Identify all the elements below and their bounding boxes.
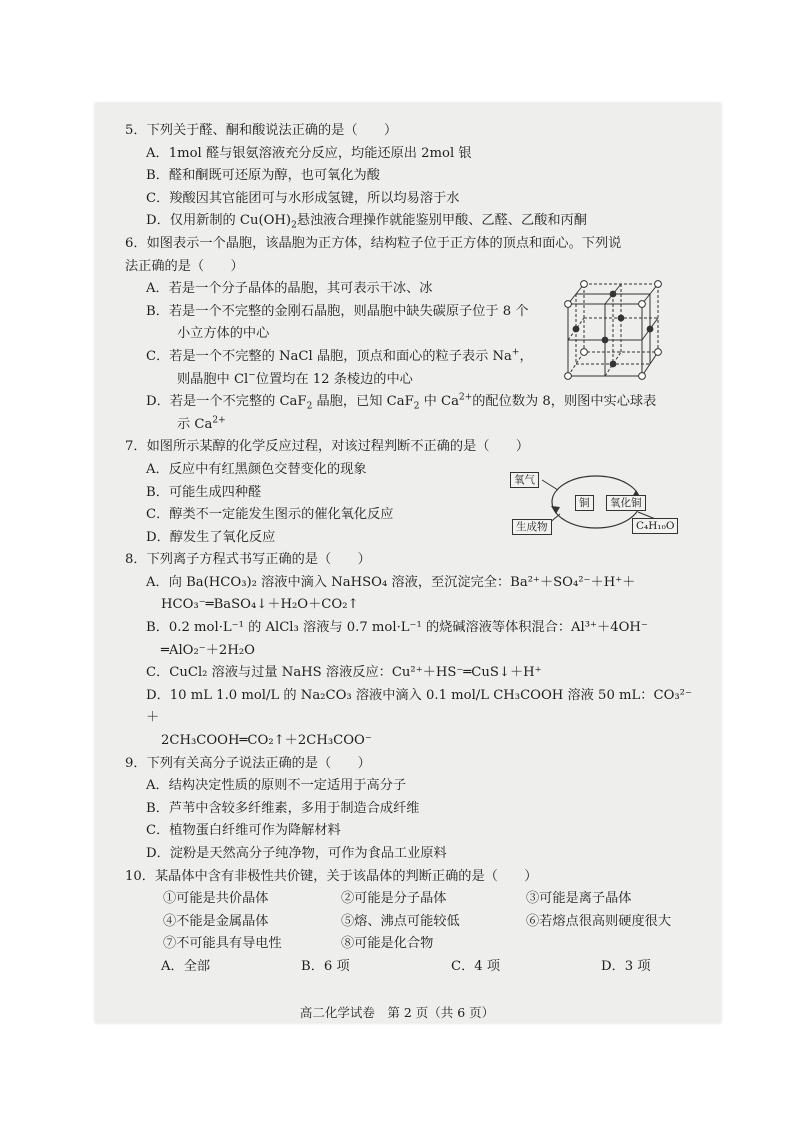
option-c: C．若是一个不完整的 NaCl 晶胞，顶点和面心的粒子表示 Na+， (146, 347, 533, 364)
option-c-cont: 则晶胞中 Cl−位置均在 12 条棱边的中心 (177, 370, 413, 387)
statement-item: ④不能是金属晶体 (163, 913, 269, 929)
page-footer: 高二化学试卷 第 2 页（共 6 页） (299, 1005, 495, 1020)
option-d: D．仅用新制的 $Cu(OH)_2$悬浊液合理操作就能鉴别甲酸、乙醛、乙酸和丙酮 (146, 213, 587, 232)
option-c: C．植物蛋白纤维可作为降解材料 (146, 823, 341, 839)
question-5 (125, 120, 705, 233)
question-9 (125, 753, 705, 866)
question-stem: 10．某晶体中含有非极性共价键，关于该晶体的判断正确的是（ ） (125, 868, 538, 884)
option-c: C．4 项 (451, 958, 501, 974)
statement-item: ⑤熔、沸点可能较低 (341, 913, 460, 929)
option-b: B．可能生成四种醛 (146, 484, 262, 500)
product-label: 生成物 (512, 519, 552, 535)
alcohol-formula-label: C₄H₁₀O (632, 518, 678, 534)
question-stem: 7．如图所示某醇的化学反应过程，对该过程判断不正确的是（ ） (125, 439, 530, 455)
option-b: B．6 项 (301, 958, 350, 974)
option-b: B．醛和酮既可还原为醇，也可氧化为酸 (146, 168, 380, 184)
option-b: B．0.2 mol·L⁻¹ 的 AlCl₃ 溶液与 0.7 mol·L⁻¹ 的烧碱溶液等体积混合：Al³⁺＋4OH⁻ (146, 620, 648, 636)
statement-item: ⑧可能是化合物 (341, 936, 434, 952)
option-a: A．向 Ba(HCO₃)₂ 溶液中滴入 NaHSO₄ 溶液，至沉淀完全：Ba²⁺＋SO₄²⁻＋H⁺＋ (146, 574, 636, 590)
unit-cell-figure (562, 280, 666, 384)
option-b-cont: 小立方体的中心 (177, 326, 270, 342)
option-d: D．10 mL 1.0 mol/L 的 Na₂CO₃ 溶液中滴入 0.1 mol/L CH₃COOH 溶液 50 mL：CO₃²⁻ ＋ (146, 687, 692, 726)
option-d: D．3 项 (601, 958, 651, 974)
copper-label: 铜 (575, 495, 594, 511)
option-a: A．反应中有红黑颜色交替变化的现象 (146, 461, 367, 477)
option-b: B．若是一个不完整的金刚石晶胞，则晶胞中缺失碳原子位于 8 个 (146, 303, 529, 319)
option-c: C．羧酸因其官能团可与水形成氢键，所以均易溶于水 (146, 190, 460, 206)
question-stem: 9．下列有关高分子说法正确的是（ ） (125, 755, 371, 771)
statement-item: ①可能是共价晶体 (163, 891, 269, 907)
option-d-cont: 示 $Ca^{2+}$ (177, 415, 226, 432)
question-stem: 5．下列关于醛、酮和酸说法正确的是（ ） (125, 123, 398, 138)
option-d-cont: 2CH₃COOH═CO₂↑＋2CH₃COO⁻ (161, 733, 372, 749)
option-a-cont: HCO₃⁻═BaSO₄↓＋H₂O＋CO₂↑ (161, 597, 359, 613)
question-8 (125, 549, 705, 752)
question-stem: 8．下列离子方程式书写正确的是（ ） (125, 552, 371, 568)
statement-item: ②可能是分子晶体 (341, 891, 447, 907)
answer-choices (125, 956, 705, 979)
question-10 (125, 866, 705, 979)
option-d: D．醇发生了氧化反应 (146, 529, 276, 545)
option-d: D．淀粉是天然高分子纯净物，可作为食品工业原料 (146, 846, 447, 861)
option-c: C．醇类不一定能发生图示的催化氧化反应 (146, 507, 394, 523)
statement-list (125, 888, 705, 956)
option-a: A．全部 (161, 958, 211, 974)
option-b: B．芦苇中含较多纤维素，多用于制造合成纤维 (146, 800, 420, 816)
oxygen-label: 氧气 (510, 472, 539, 488)
statement-item: ⑥若熔点很高则硬度很大 (526, 913, 672, 929)
option-a: A．若是一个分子晶体的晶胞，其可表示干冰、冰 (146, 281, 433, 297)
reaction-cycle-figure (508, 468, 678, 538)
option-c: C．CuCl₂ 溶液与过量 NaHS 溶液反应：Cu²⁺＋HS⁻═CuS↓＋H⁺ (146, 665, 542, 681)
option-b-cont: ═AlO₂⁻＋2H₂O (161, 642, 255, 658)
option-d: D．若是一个不完整的 CaF$_2$ 晶胞，已知 CaF$_2$ 中 $Ca^{2+}$的配位数为 8，则图中实心球表 (146, 392, 657, 412)
option-a: A．结构决定性质的原则不一定适用于高分子 (146, 778, 407, 794)
question-list (125, 120, 705, 979)
question-stem: 6．如图表示一个晶胞，该晶胞为正方体，结构粒子位于正方体的顶点和面心。下列说 (125, 235, 622, 251)
copper-oxide-label: 氧化铜 (606, 495, 646, 511)
option-a: A．1mol 醛与银氨溶液充分反应，均能还原出 2mol 银 (146, 145, 472, 161)
question-stem-cont: 法正确的是（ ） (125, 258, 244, 274)
statement-item: ⑦不可能具有导电性 (163, 936, 282, 952)
statement-item: ③可能是离子晶体 (526, 891, 632, 907)
